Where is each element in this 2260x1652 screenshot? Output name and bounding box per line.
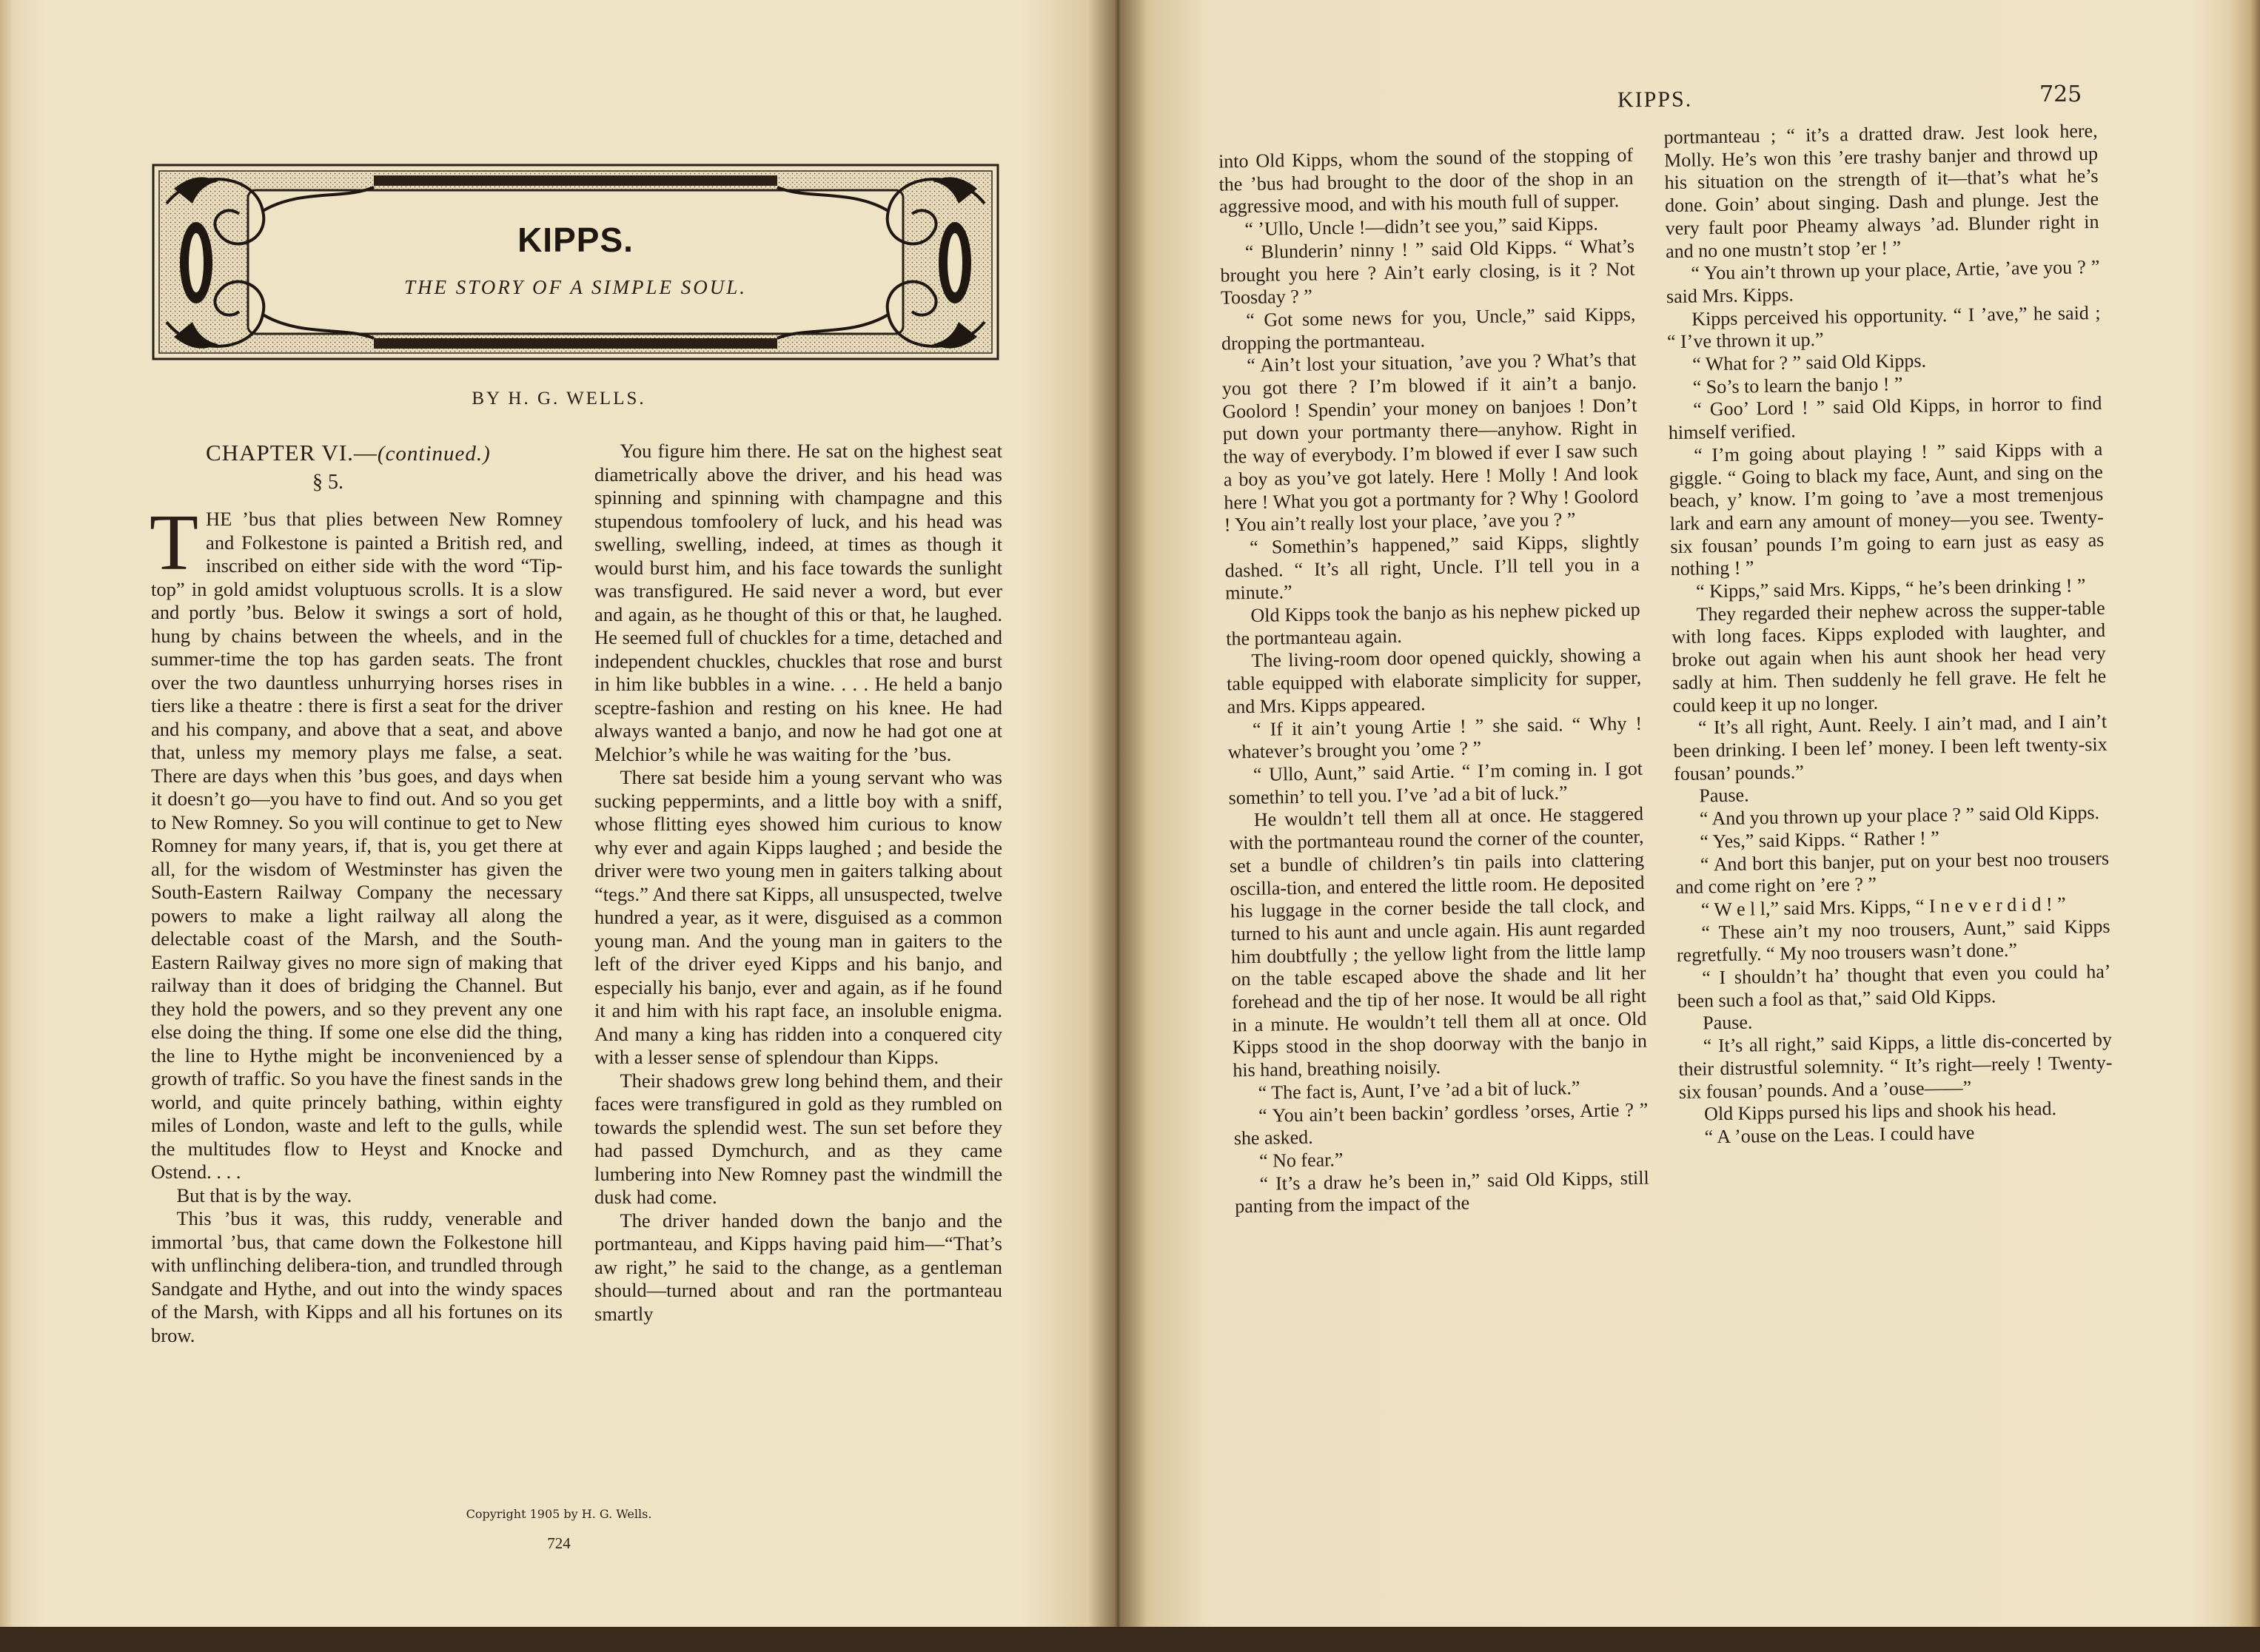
paragraph: “ I’m going about playing ! ” said Kipps with a giggle. “ Going to black my face, Aunt, and sing on the beach, y’ know. I’m going to ’ave a most tremenjous lark and earn any amount of money—you see. Twenty-six fousan’ pounds I’m going to earn just as easy as nothing ! ” (1669, 437, 2105, 580)
page-number-right: 725 (2039, 81, 2082, 107)
paragraph: This ’bus it was, this ruddy, venerable and immortal ’bus, that came down the Folkestone hill with unflinching delibera-tion, and trundled through Sandgate and Hythe, and out into the windy spaces of the Marsh, with Kipps and all his fortunes on its brow. (151, 1207, 563, 1346)
paragraph: “ The fact is, Aunt, I’ve ’ad a bit of luck.” (1258, 1076, 1580, 1104)
paragraph: into Old Kipps, whom the sound of the stopping of the ’bus had brought to the door of the shop in an aggressive mood, and with his mouth full of supper. (1218, 144, 1634, 218)
paragraph: But that is by the way. (176, 1183, 352, 1206)
paragraph: “ You ain’t been backin’ gordless ’orses, Artie ? ” she asked. (1233, 1098, 1649, 1149)
paragraph: “ ’Ullo, Uncle !—didn’t see you,” said Kipps. (1244, 212, 1599, 241)
paragraph: You figure him there. He sat on the highest seat diametrically above the driver, and his head was spinning and spinning with champagne and this stupendous tomfoolery of luck, and his head was swelling, swelling, indeed, at times as though it would burst him, and his face towards the sunlight was transfigured. He said never a word, but ever and again, as he thought of this or that, he laughed. He seemed full of chuckles for a time, detached and independent chuckles, chuckles that rose and burst in him like bubbles in a wine. . . . He held a banjo sceptre-fashion and resting on his knee. He had always wanted a banjo, and now he had got one at Melchior’s while he was waiting for the ’bus. (594, 440, 1002, 765)
paragraph: He wouldn’t tell them all at once. He staggered with the portmanteau round the corner of the counter, set a bundle of children’s tin pails into clattering oscilla-tion, and entered the little room. He deposited his luggage in the corner beside the tall clock, and turned to his aunt and uncle again. His aunt regarded him doubtfully ; the yellow light from the little lamp on the table escaped above the shade and lit her forehead and the tip of her nose. It would be all right in a minute. He wouldn’t tell them all at once. Old Kipps stood in the shop doorway with the banjo in his hand, breathing noisily. (1229, 803, 1648, 1081)
paragraph: “ You ain’t thrown up your place, Artie, ’ave you ? ” said Mrs. Kipps. (1666, 256, 2100, 308)
paragraph: “ Blunderin’ ninny ! ” said Old Kipps. “ What’s brought you here ? Ain’t early closing, is it ? Not Toosday ? ” (1220, 235, 1635, 309)
right-column-2 (1663, 120, 2113, 1149)
paragraph: Old Kipps took the banjo as his nephew picked up the portmanteau again. (1225, 598, 1640, 650)
paragraph: “ These ain’t my noo trousers, Aunt,” said Kipps regretfully. “ My noo trousers wasn’t done.” (1676, 915, 2110, 967)
paragraph: “ I shouldn’t ha’ thought that even you could ha’ been such a fool as that,” said Old Kipps. (1677, 960, 2111, 1012)
paragraph: “ Ain’t lost your situation, ’ave you ? What’s that you got there ? I’m blowed if it ain’t a banjo. Goolord ! Spendin’ your money on banjoes ! Don’t put down your portmanty there—anyhow. Right in the way of everybody. I’m blowed if ever I saw such a boy as you’ve got lately. Here ! Molly ! And look here ! What you got a portmanty for ? Why ! Goolord ! You ain’t really lost your place, ’ave you ? ” (1221, 349, 1639, 536)
drop-cap: T (150, 499, 198, 587)
author-byline: BY H. G. WELLS. (472, 389, 646, 409)
paragraph: “ Kipps,” said Mrs. Kipps, “ he’s been drinking ! ” (1695, 574, 2086, 602)
paragraph: “ It’s all right, Aunt. Reely. I ain’t mad, and I ain’t been drinking. I been lef’ money. I been left twenty-six fousan’ pounds.” (1673, 711, 2108, 785)
paragraph: Kipps perceived his opportunity. “ I ’ave,” he said ; “ I’ve thrown it up.” (1666, 301, 2101, 353)
right-column-1 (1218, 144, 1650, 1219)
chapter-label: CHAPTER VI.— (206, 440, 378, 466)
paragraph: “ Yes,” said Kipps. “ Rather ! ” (1700, 827, 1940, 853)
paragraph: “ If it ain’t young Artie ! ” she said. “ Why ! whatever’s brought you ’ome ? ” (1227, 712, 1643, 763)
paragraph: The driver handed down the banjo and the portmanteau, and Kipps having paid him—“That’s aw right,” he said to the change, as a gentleman should—turned about and ran the portmanteau smartly (594, 1209, 1002, 1325)
paragraph: “ What for ? ” said Old Kipps. (1692, 349, 1927, 375)
paragraph: “ It’s all right,” said Kipps, a little dis-concerted by their distrustful solemnity. “ It’s right—reely ! Twenty-six fousan’ pounds. And a ’ouse——” (1678, 1028, 2113, 1103)
paragraph: Pause. (1699, 784, 1749, 807)
paragraph-text: HE ’bus that plies between New Romney and Folkestone is painted a British red, and inscribed on either side with the word “Tip-top” in gold amidst voluptuous scrolls. It is a slow and portly ’bus. Below it swings a sort of hold, hung by chains between the wheels, and in the summer-time the top has garden seats. The front over the two dauntless unhurrying horses rises in tiers like a theatre : there is first a seat for the driver and his company, and above that a seat, and above that, unless my memory plays me false, a seat. There are days when this ’bus goes, and days when it doesn’t go—you have to find out. And so you get to New Romney. So you will continue to get to New Romney for many years, if, that is, you get there at all, for the wisdom of Westminster has given the South-Eastern Railway Company the necessary powers to make a light railway all along the delectable coast of the Marsh, and the South-Eastern Railway gives no more sign of making that railway than it does of bridging the Channel. But they hold the powers, and so they prevent any one else doing the thing. If some one else did the thing, the line to Hythe might be inconvenienced by a growth of traffic. So you have the finest sands in the world, and quite princely bathing, within eighty miles of London, waste and left to the gulls, while the multitudes flow to Heyst and Knocke and Ostend. . . . (151, 508, 563, 1183)
paragraph: “ And you thrown up your place ? ” said Old Kipps. (1699, 802, 2100, 830)
paragraph: portmanteau ; “ it’s a dratted draw. Jest look here, Molly. He’s won this ’ere trashy banjer and throwd up his situation on the strength of it—that’s what he’s done. Goin’ about singing. Dash and plunge. Jest the very fault poor Pheamy always ’ad. Blunder right in and no one mustn’t stop ’er ! ” (1663, 119, 2099, 262)
story-title: KIPPS. (517, 221, 634, 259)
paragraph: “ No fear.” (1258, 1149, 1344, 1172)
paragraph: “ Somethin’s happened,” said Kipps, slightly dashed. “ It’s all right, Uncle. I’ll tell you in a minute.” (1224, 530, 1640, 604)
story-subtitle: THE STORY OF A SIMPLE SOUL. (403, 276, 748, 298)
paragraph: “ Got some news for you, Uncle,” said Kipps, dropping the portmanteau. (1221, 303, 1636, 355)
paragraph: Pause. (1703, 1011, 1753, 1034)
page-number-left: 724 (547, 1534, 571, 1552)
paragraph: “ W e l l,” said Mrs. Kipps, “ I n e v e r d i d ! ” (1700, 893, 2066, 921)
paragraph: The living-room door opened quickly, showing a table equipped with elaborate simplicity for supper, and Mrs. Kipps appeared. (1226, 644, 1642, 718)
chapter-continued: (continued.) (377, 442, 491, 466)
paragraph: “ Goo’ Lord ! ” said Old Kipps, in horror to find himself verified. (1668, 392, 2102, 444)
copyright-notice: Copyright 1905 by H. G. Wells. (466, 1507, 652, 1521)
paragraph: “ So’s to learn the banjo ! ” (1692, 372, 1903, 398)
section-heading: § 5. (312, 471, 343, 494)
paragraph: “ It’s a draw he’s been in,” said Old Kipps, still panting from the impact of the (1235, 1166, 1649, 1218)
paragraph: There sat beside him a young servant who was sucking peppermints, and a little boy with a sniff, whose flitting eyes showed him curious to know why ever and again Kipps laughed ; and beside the driver were two young men in gaiters talking about “tegs.” And there sat Kipps, all unsuspected, twelve hundred a year, as it were, disguised as a common young man. And the young man in gaiters to the left of the driver eyed Kipps and his banjo, and especially his banjo, ever and again, as if he found it and him with his rapt face, an insoluble enigma. And many a king has ridden into a conquered city with a lesser sense of splendour than Kipps. (594, 766, 1002, 1068)
paragraph: Old Kipps pursed his lips and shook his head. (1703, 1098, 2057, 1125)
paragraph: “ And bort this banjer, put on your best noo trousers and come right on ’ere ? ” (1675, 847, 2110, 899)
paragraph: “ Ullo, Aunt,” said Artie. “ I’m coming in. I got somethin’ to tell you. I’ve ’ad a bit of luck.” (1228, 757, 1643, 809)
paragraph: “ A ’ouse on the Leas. I could have (1704, 1121, 1975, 1148)
paragraph: Their shadows grew long behind them, and their faces were transfigured in gold as they rumbled on towards the splendid west. The sun set before they had passed Dymchurch, and as they came lumbering into New Romney past the windmill the dusk had come. (594, 1069, 1002, 1208)
running-head: KIPPS. (1617, 87, 1693, 113)
paragraph: They regarded their nephew across the supper-table with long faces. Kipps exploded with laughter, and broke out again when his aunt shook her head very sadly at him. Then suddenly he fell grave. He felt he could keep it up no longer. (1671, 597, 2107, 716)
